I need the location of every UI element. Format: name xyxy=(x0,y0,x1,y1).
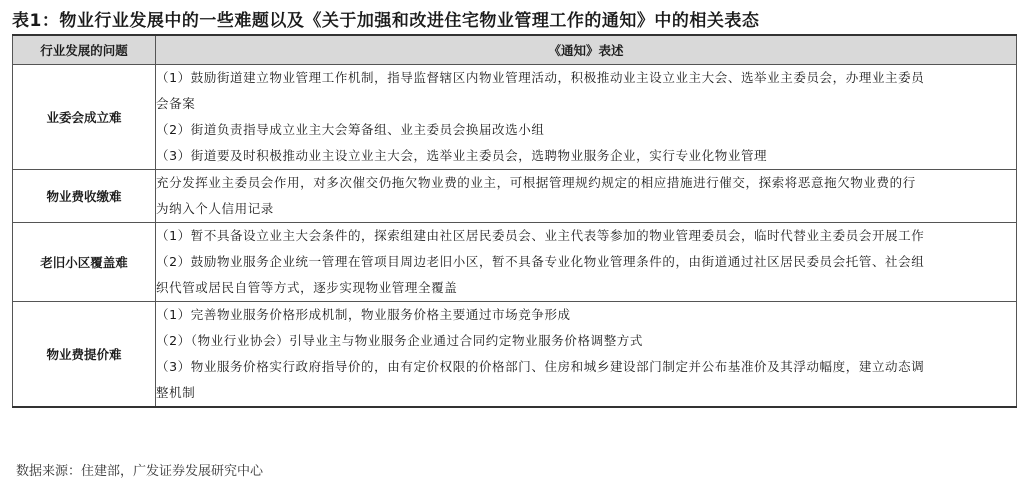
statement-line: 整机制 xyxy=(156,385,196,400)
statement-line: （3）街道要及时积极推动业主设立业主大会，选举业主委员会，选聘物业服务企业，实行专业化物业管理 xyxy=(156,148,768,163)
statement-line: （3）物业服务价格实行政府指导价的，由有定价权限的价格部门、住房和城乡建设部门制定并公布基准价及其浮动幅度，建立动态调 xyxy=(156,359,925,374)
statement-line: （1）鼓励街道建立物业管理工作机制，指导监督辖区内物业管理活动，积极推动业主设立业主大会、选举业主委员会，办理业主委员 xyxy=(156,70,925,85)
statement-line: 会备案 xyxy=(156,96,196,111)
statement-line: 充分发挥业主委员会作用，对多次催交仍拖欠物业费的业主，可根据管理规约规定的相应措施进行催交，探索将恶意拖欠物业费的行 xyxy=(156,175,916,190)
statement-line: （2）鼓励物业服务企业统一管理在管项目周边老旧小区，暂不具备专业化物业管理条件的，由街道通过社区居民委员会托管、社会组 xyxy=(156,254,925,269)
table-header-row xyxy=(13,35,1017,65)
statement-cell xyxy=(156,223,1017,302)
statement-cell xyxy=(156,302,1017,408)
statement-line: （1）完善物业服务价格形成机制，物业服务价格主要通过市场竞争形成 xyxy=(156,307,571,322)
issue-cell: 物业费提价难 xyxy=(13,302,156,408)
table-row xyxy=(13,223,1017,302)
statement-line: （1）暂不具备设立业主大会条件的，探索组建由社区居民委员会、业主代表等参加的物业管理委员会，临时代替业主委员会开展工作 xyxy=(156,228,925,243)
statement-line: 为纳入个人信用记录 xyxy=(156,201,274,216)
statement-line: （2）街道负责指导成立业主大会筹备组、业主委员会换届改选小组 xyxy=(156,122,545,137)
statement-line: 织代管或居民自管等方式，逐步实现物业管理全覆盖 xyxy=(156,280,458,295)
table-row xyxy=(13,170,1017,223)
issue-cell: 业委会成立难 xyxy=(13,65,156,170)
table-row xyxy=(13,65,1017,170)
statement-cell xyxy=(156,170,1017,223)
page xyxy=(12,8,1016,479)
table-row xyxy=(13,302,1017,408)
statement-line: （2）（物业行业协会）引导业主与物业服务企业通过合同约定物业服务价格调整方式 xyxy=(156,333,644,348)
data-source-note: 数据来源：住建部，广发证券发展研究中心 xyxy=(16,464,264,479)
table-body xyxy=(13,65,1017,408)
statement-cell xyxy=(156,65,1017,170)
header-issue: 行业发展的问题 xyxy=(13,35,156,65)
header-statement: 《通知》表述 xyxy=(156,35,1017,65)
issue-cell: 老旧小区覆盖难 xyxy=(13,223,156,302)
table-title: 表1：物业行业发展中的一些难题以及《关于加强和改进住宅物业管理工作的通知》中的相关表态 xyxy=(12,11,760,31)
issue-cell: 物业费收缴难 xyxy=(13,170,156,223)
policy-table xyxy=(12,34,1017,408)
